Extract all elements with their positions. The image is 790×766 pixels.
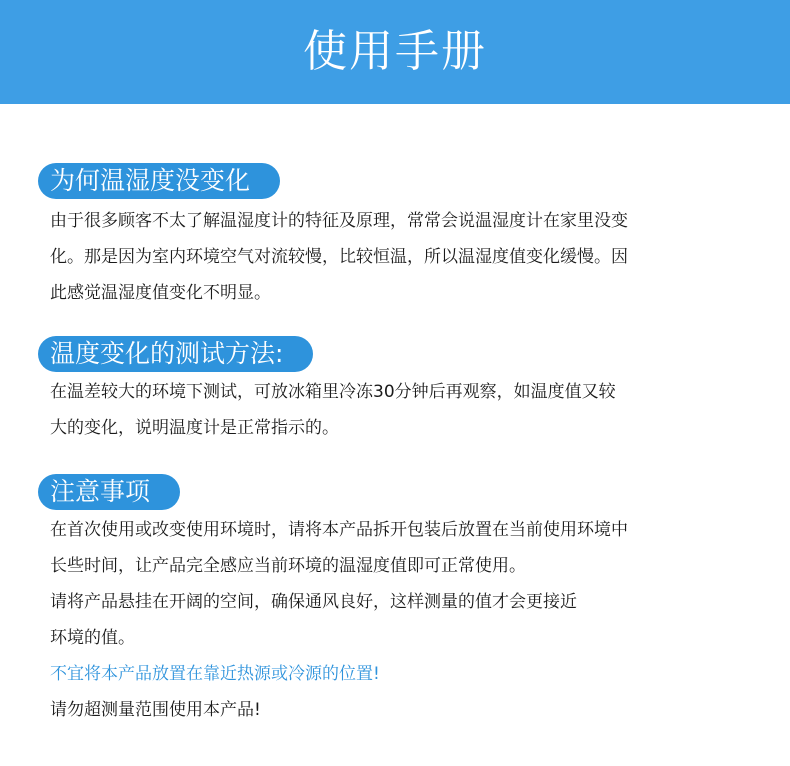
paragraph-line: 在温差较大的环境下测试，可放冰箱里冷冻30分钟后再观察，如温度值又较 (50, 382, 616, 402)
section-heading-notes: 注意事项 (38, 474, 180, 510)
paragraph-line: 由于很多顾客不太了解温湿度计的特征及原理，常常会说温湿度计在家里没变 (50, 211, 628, 231)
section-body-test-method (50, 374, 740, 446)
paragraph-line: 在首次使用或改变使用环境时，请将本产品拆开包装后放置在当前使用环境中 (50, 520, 628, 540)
paragraph-line: 大的变化，说明温度计是正常指示的。 (50, 418, 339, 438)
paragraph-line: 长些时间，让产品完全感应当前环境的温湿度值即可正常使用。 (50, 556, 526, 576)
page-title: 使用手册 (303, 26, 487, 77)
paragraph-line: 化。那是因为室内环境空气对流较慢，比较恒温，所以温湿度值变化缓慢。因 (50, 247, 628, 267)
header-banner (0, 0, 790, 104)
paragraph-line: 此感觉温湿度值变化不明显。 (50, 283, 271, 303)
section-body-why-no-change (50, 203, 740, 311)
warning-line: 不宜将本产品放置在靠近热源或冷源的位置! (50, 664, 380, 684)
section-body-notes (50, 512, 740, 728)
paragraph-line: 请勿超测量范围使用本产品! (50, 700, 261, 720)
section-heading-test-method: 温度变化的测试方法: (38, 336, 313, 372)
paragraph-line: 请将产品悬挂在开阔的空间，确保通风良好，这样测量的值才会更接近 (50, 592, 577, 612)
section-heading-why-no-change: 为何温湿度没变化 (38, 163, 280, 199)
paragraph-line: 环境的值。 (50, 628, 135, 648)
